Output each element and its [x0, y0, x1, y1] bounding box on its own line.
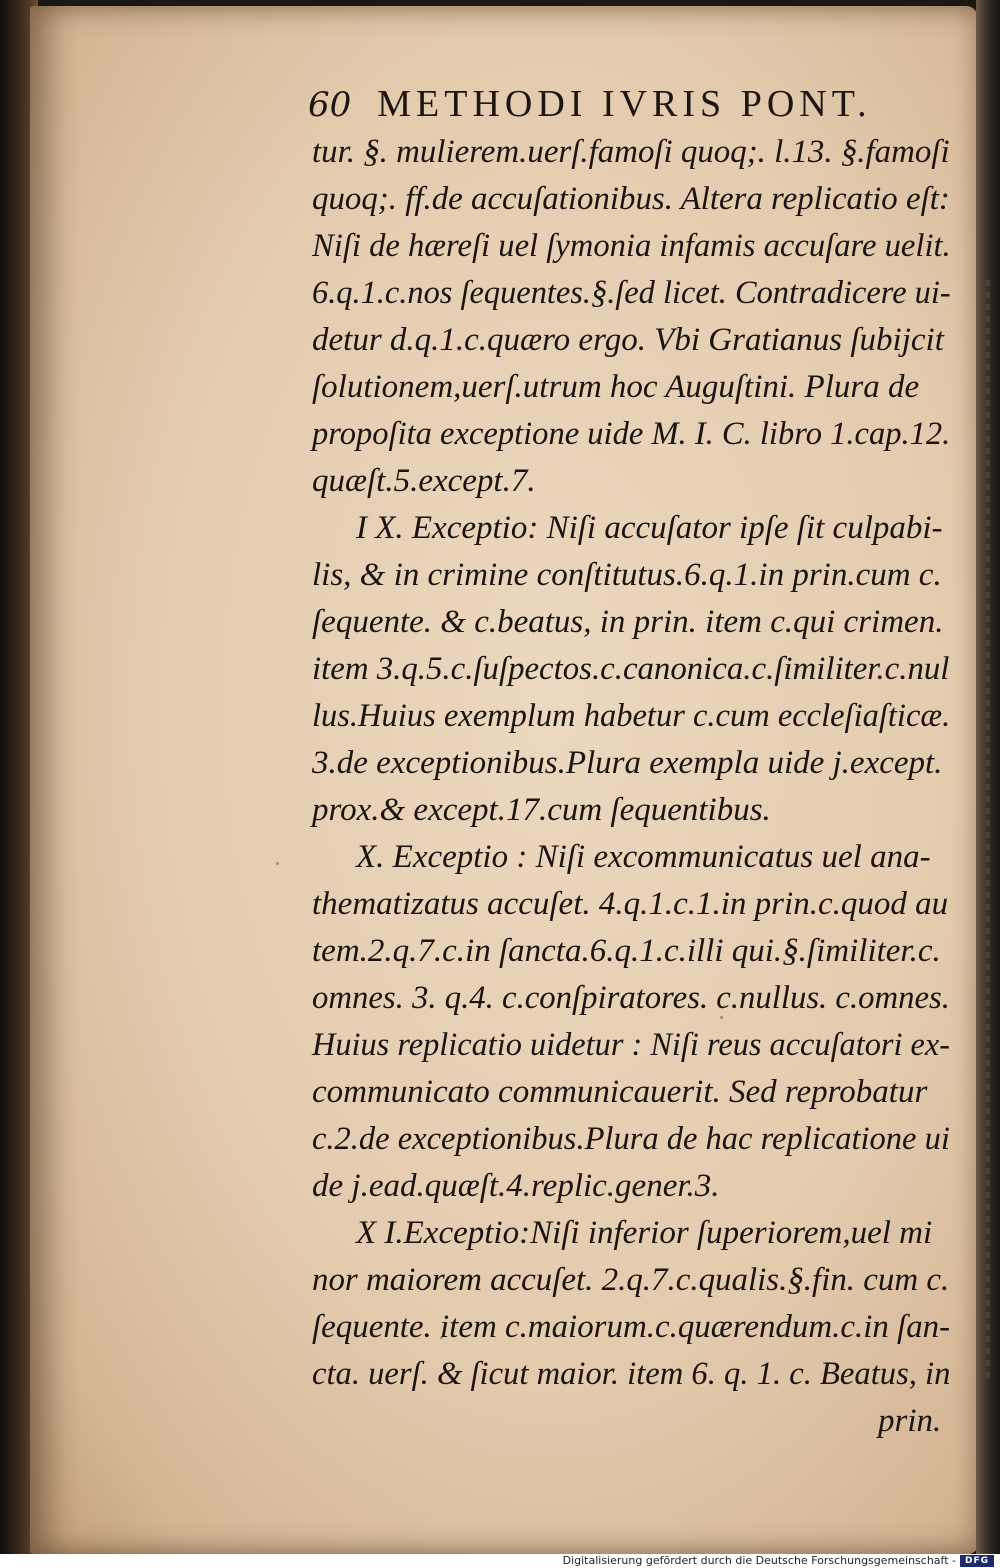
text-line: Niſi de hæreſi uel ſymonia infamis accuſare uelit. [312, 228, 951, 264]
text-line: de j.ead.quæſt.4.replic.gener.3. [312, 1168, 720, 1204]
digitization-footer [0, 1554, 1000, 1568]
text-line: X I.Exceptio:Niſi inferior ſuperiorem,uel mi [356, 1215, 933, 1251]
text-line: propoſita exceptione uide M. I. C. libro 1.cap.12. [312, 416, 951, 452]
text-line: c.2.de exceptionibus.Plura de hac replicatione ui [312, 1121, 950, 1157]
text-line: X. Exceptio : Niſi excommunicatus uel ana- [356, 839, 931, 875]
text-line: I X. Exceptio: Niſi accuſator ipſe ſit culpabi- [356, 510, 943, 546]
text-line: thematizatus accuſet. 4.q.1.c.1.in prin.c.quod au [312, 886, 949, 922]
catchword: prin. [878, 1403, 942, 1439]
text-line: quoq;. ff.de accuſationibus. Altera replicatio eſt: [312, 181, 950, 217]
text-line: lis, & in crimine conſtitutus.6.q.1.in prin.cum c. [312, 557, 942, 593]
footer-credit: Digitalisierung gefördert durch die Deutsche Forschungsgemeinschaft - [562, 1554, 956, 1567]
text-line: item 3.q.5.c.ſuſpectos.c.canonica.c.ſimiliter.c.nul [312, 651, 950, 687]
text-line: cta. uerſ. & ſicut maior. item 6. q. 1. c. Beatus, in [312, 1356, 951, 1392]
running-title: METHODI IVRIS PONT. [377, 83, 872, 125]
text-line: omnes. 3. q.4. c.conſpiratores. c.nullus. c.omnes. [312, 980, 950, 1016]
text-line: Huius replicatio uidetur : Niſi reus accuſatori ex- [312, 1027, 951, 1063]
text-line: tem.2.q.7.c.in ſancta.6.q.1.c.illi qui.§.ſimiliter.c. [312, 933, 941, 969]
text-line: lus.Huius exemplum habetur c.cum eccleſiaſticæ. [312, 698, 951, 734]
dfg-logo-icon: DFG [960, 1555, 994, 1567]
text-line: 6.q.1.c.nos ſequentes.§.ſed licet. Contradicere ui- [312, 275, 951, 311]
text-line: quæſt.5.except.7. [312, 463, 536, 499]
text-line: ſequente. & c.beatus, in prin. item c.qui crimen. [312, 604, 944, 640]
text-line: prox.& except.17.cum ſequentibus. [312, 792, 771, 828]
text-line: nor maiorem accuſet. 2.q.7.c.qualis.§.fin. cum c. [312, 1262, 950, 1298]
text-line: 3.de exceptionibus.Plura exempla uide j.except. [312, 745, 943, 781]
text-line: tur. §. mulierem.uerſ.famoſi quoq;. l.13. §.famoſi [312, 134, 950, 170]
text-line: detur d.q.1.c.quæro ergo. Vbi Gratianus ſubijcit [312, 322, 944, 358]
text-line: ſolutionem,uerſ.utrum hoc Auguſtini. Plura de [312, 369, 920, 405]
page-number: 60 [308, 85, 352, 125]
text-line: ſequente. item c.maiorum.c.quærendum.c.in ſan- [312, 1309, 951, 1345]
text-line: communicato communicauerit. Sed reprobatur [312, 1074, 928, 1110]
